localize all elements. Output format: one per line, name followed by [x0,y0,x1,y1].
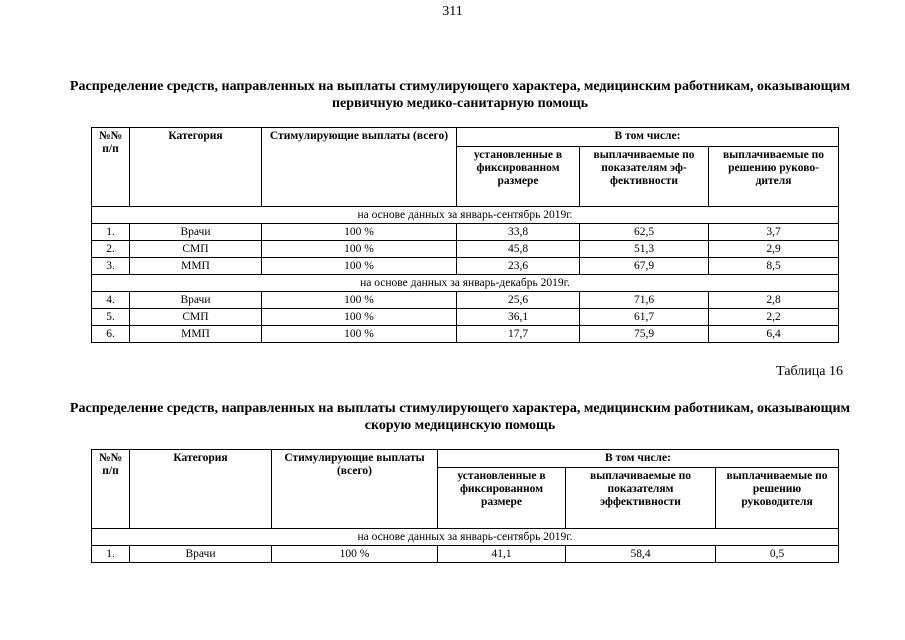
row-total: 100 % [262,292,457,309]
row-category: СМП [130,309,262,326]
table-row [92,241,839,258]
row-manager: 0,5 [716,546,839,563]
table1-header-efficiency: выплачиваемые по показателям эф-фективности [580,147,709,207]
table-row [92,309,839,326]
row-efficiency: 58,4 [566,546,716,563]
table1-title: Распределение средств, направленных на выплаты стимулирующего характера, медицинским работникам, оказывающим первичную медико-санитарную помощь [69,79,851,111]
table1-header-category: Категория [130,128,262,207]
row-total: 100 % [262,224,457,241]
table1-header-row [92,128,839,147]
table1-header-fixed: установленные в фиксированном размере [457,147,580,207]
table1-section-label: на основе данных за январь-декабрь 2019г. [92,275,839,292]
row-category: ММП [130,258,262,275]
table2-section-label: на основе данных за январь-сентябрь 2019г. [92,529,839,546]
row-category: Врачи [130,292,262,309]
table2-header-manager: выплачиваемые по решению руководителя [716,468,839,529]
row-total: 100 % [272,546,438,563]
row-category: ММП [130,326,262,343]
table2-header-incl: В том числе: [438,450,839,468]
row-num: 5. [92,309,130,326]
table1-section-label: на основе данных за январь-сентябрь 2019г. [92,207,839,224]
row-manager: 6,4 [709,326,839,343]
page-number: 311 [442,4,463,19]
row-efficiency: 71,6 [580,292,709,309]
row-category: Врачи [130,224,262,241]
row-total: 100 % [262,258,457,275]
row-num: 4. [92,292,130,309]
row-fixed: 36,1 [457,309,580,326]
table-row [92,292,839,309]
row-fixed: 41,1 [438,546,566,563]
row-num: 2. [92,241,130,258]
row-efficiency: 62,5 [580,224,709,241]
row-fixed: 23,6 [457,258,580,275]
table1-header-manager: выплачиваемые по решению руково-дителя [709,147,839,207]
table2 [91,449,839,563]
row-fixed: 45,8 [457,241,580,258]
table1-header-num: №№ п/п [92,128,130,207]
row-fixed: 33,8 [457,224,580,241]
table-row [92,546,839,563]
table2-title: Распределение средств, направленных на выплаты стимулирующего характера, медицинским работникам, оказывающим скорую медицинскую помощь [69,401,851,433]
table1-header-incl: В том числе: [457,128,839,147]
table2-header-row [92,450,839,468]
row-category: СМП [130,241,262,258]
row-efficiency: 75,9 [580,326,709,343]
row-efficiency: 51,3 [580,241,709,258]
table2-header-total: Стимулирующие выплаты (всего) [272,450,438,529]
row-manager: 2,2 [709,309,839,326]
table2-section-row [92,529,839,546]
row-total: 100 % [262,241,457,258]
row-category: Врачи [130,546,272,563]
row-efficiency: 67,9 [580,258,709,275]
table-row [92,224,839,241]
table1-header-total: Стимулирующие выплаты (всего) [262,128,457,207]
row-num: 1. [92,224,130,241]
row-num: 1. [92,546,130,563]
table2-header-num: №№ п/п [92,450,130,529]
row-efficiency: 61,7 [580,309,709,326]
row-manager: 2,9 [709,241,839,258]
table-row [92,258,839,275]
row-num: 6. [92,326,130,343]
row-manager: 3,7 [709,224,839,241]
row-total: 100 % [262,309,457,326]
table1 [91,127,839,343]
row-manager: 2,8 [709,292,839,309]
table2-header-efficiency: выплачиваемые по показателям эффективности [566,468,716,529]
row-manager: 8,5 [709,258,839,275]
table-row [92,326,839,343]
table2-header-fixed: установленные в фиксированном размере [438,468,566,529]
table1-section-row [92,207,839,224]
row-fixed: 17,7 [457,326,580,343]
table2-header-category: Категория [130,450,272,529]
table1-section-row [92,275,839,292]
row-fixed: 25,6 [457,292,580,309]
row-num: 3. [92,258,130,275]
row-total: 100 % [262,326,457,343]
table2-number-label: Таблица 16 [776,364,843,379]
